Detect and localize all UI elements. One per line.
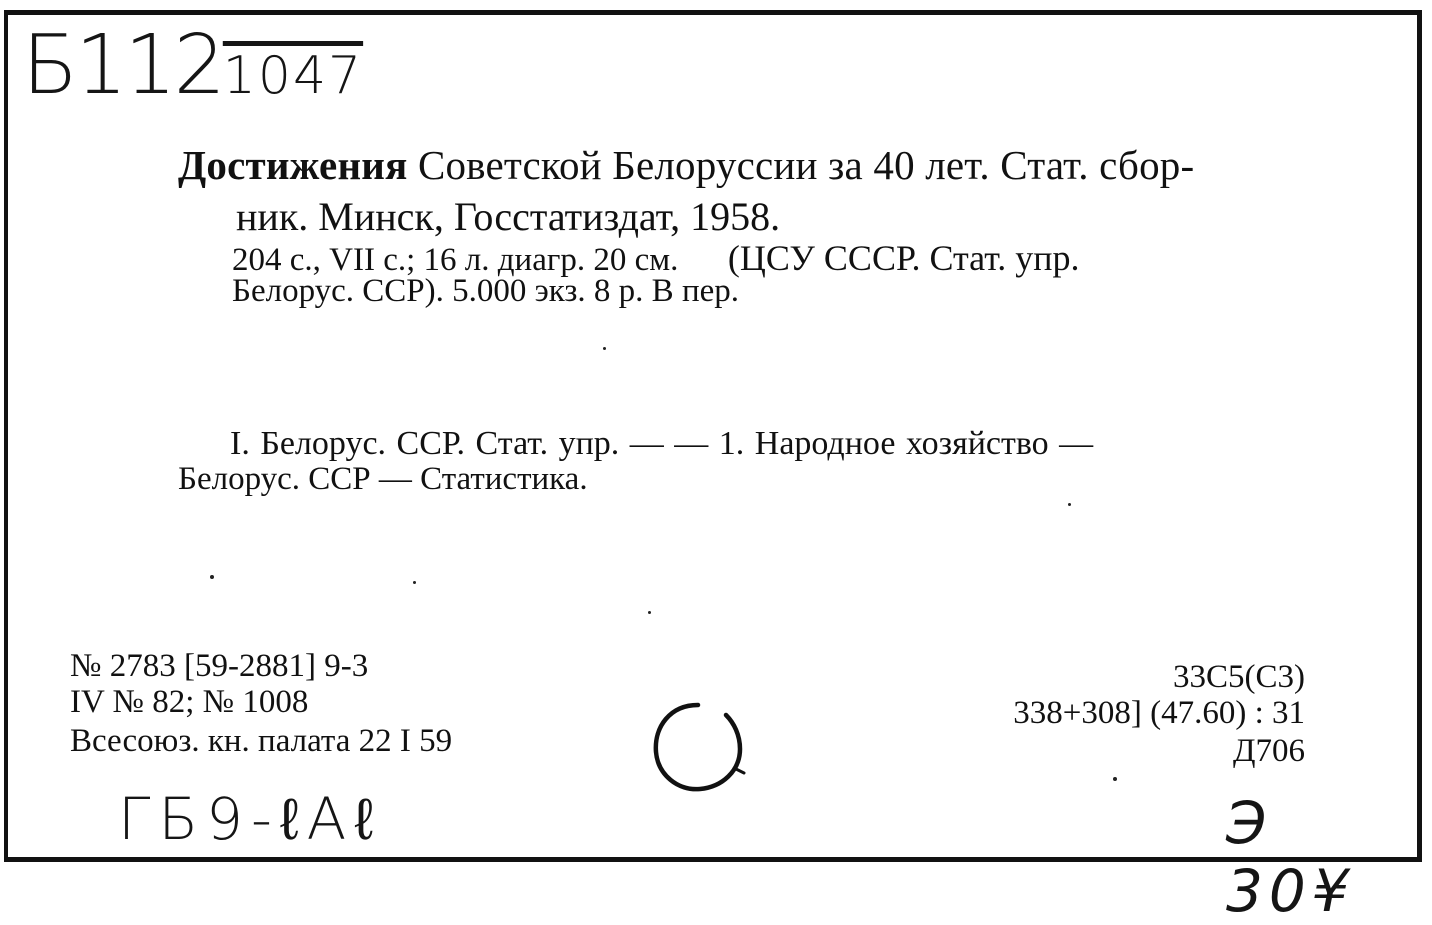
registration-line-3: Всесоюз. кн. палата 22 I 59: [70, 723, 453, 759]
title-rest: Советской Белоруссии за 40 лет. Стат. сбор-: [417, 142, 1195, 188]
classification-line-3: Д706: [1232, 733, 1305, 769]
physical-description-part: 204 с., VII с.; 16 л. диагр. 20 см.: [232, 242, 679, 278]
punch-hole-icon: [648, 697, 748, 797]
tracings-line-1: I. Белорус. ССР. Стат. упр. — — 1. Народное хозяйство —: [230, 425, 1094, 462]
handwritten-note-bottom-left: ГБ9-ℓАℓ: [118, 785, 382, 853]
catalog-card: [4, 10, 1422, 925]
series-statement: (ЦСУ СССР. Стат. упр.: [727, 238, 1080, 278]
handwritten-shelfmark: [22, 18, 364, 113]
ink-speck: [210, 575, 214, 579]
ink-speck: [603, 347, 606, 350]
classification-line-1: 33С5(С3): [1173, 659, 1305, 695]
physical-description-line-2: Белорус. ССР). 5.000 экз. 8 р. В пер.: [232, 273, 740, 309]
title-line-1: [178, 141, 1194, 189]
handwritten-note-bottom-right: Э 30¥: [1226, 789, 1355, 925]
ink-speck: [1113, 777, 1117, 781]
ink-speck: [1068, 503, 1071, 506]
title-line-2: ник. Минск, Госстатиздат, 1958.: [236, 194, 781, 239]
registration-line-2: IV № 82; № 1008: [70, 684, 309, 720]
registration-line-1: № 2783 [59-2881] 9-3: [70, 648, 369, 684]
classification-line-2: 338+308] (47.60) : 31: [1013, 695, 1305, 731]
ink-speck: [413, 581, 416, 584]
title-heading-word: Достижения: [178, 142, 408, 188]
tracings-line-2: Белорус. ССР — Статистика.: [178, 461, 588, 497]
shelfmark-main: Б112: [22, 18, 223, 113]
ink-speck: [648, 611, 651, 614]
shelfmark-sub: 1047: [222, 46, 364, 106]
